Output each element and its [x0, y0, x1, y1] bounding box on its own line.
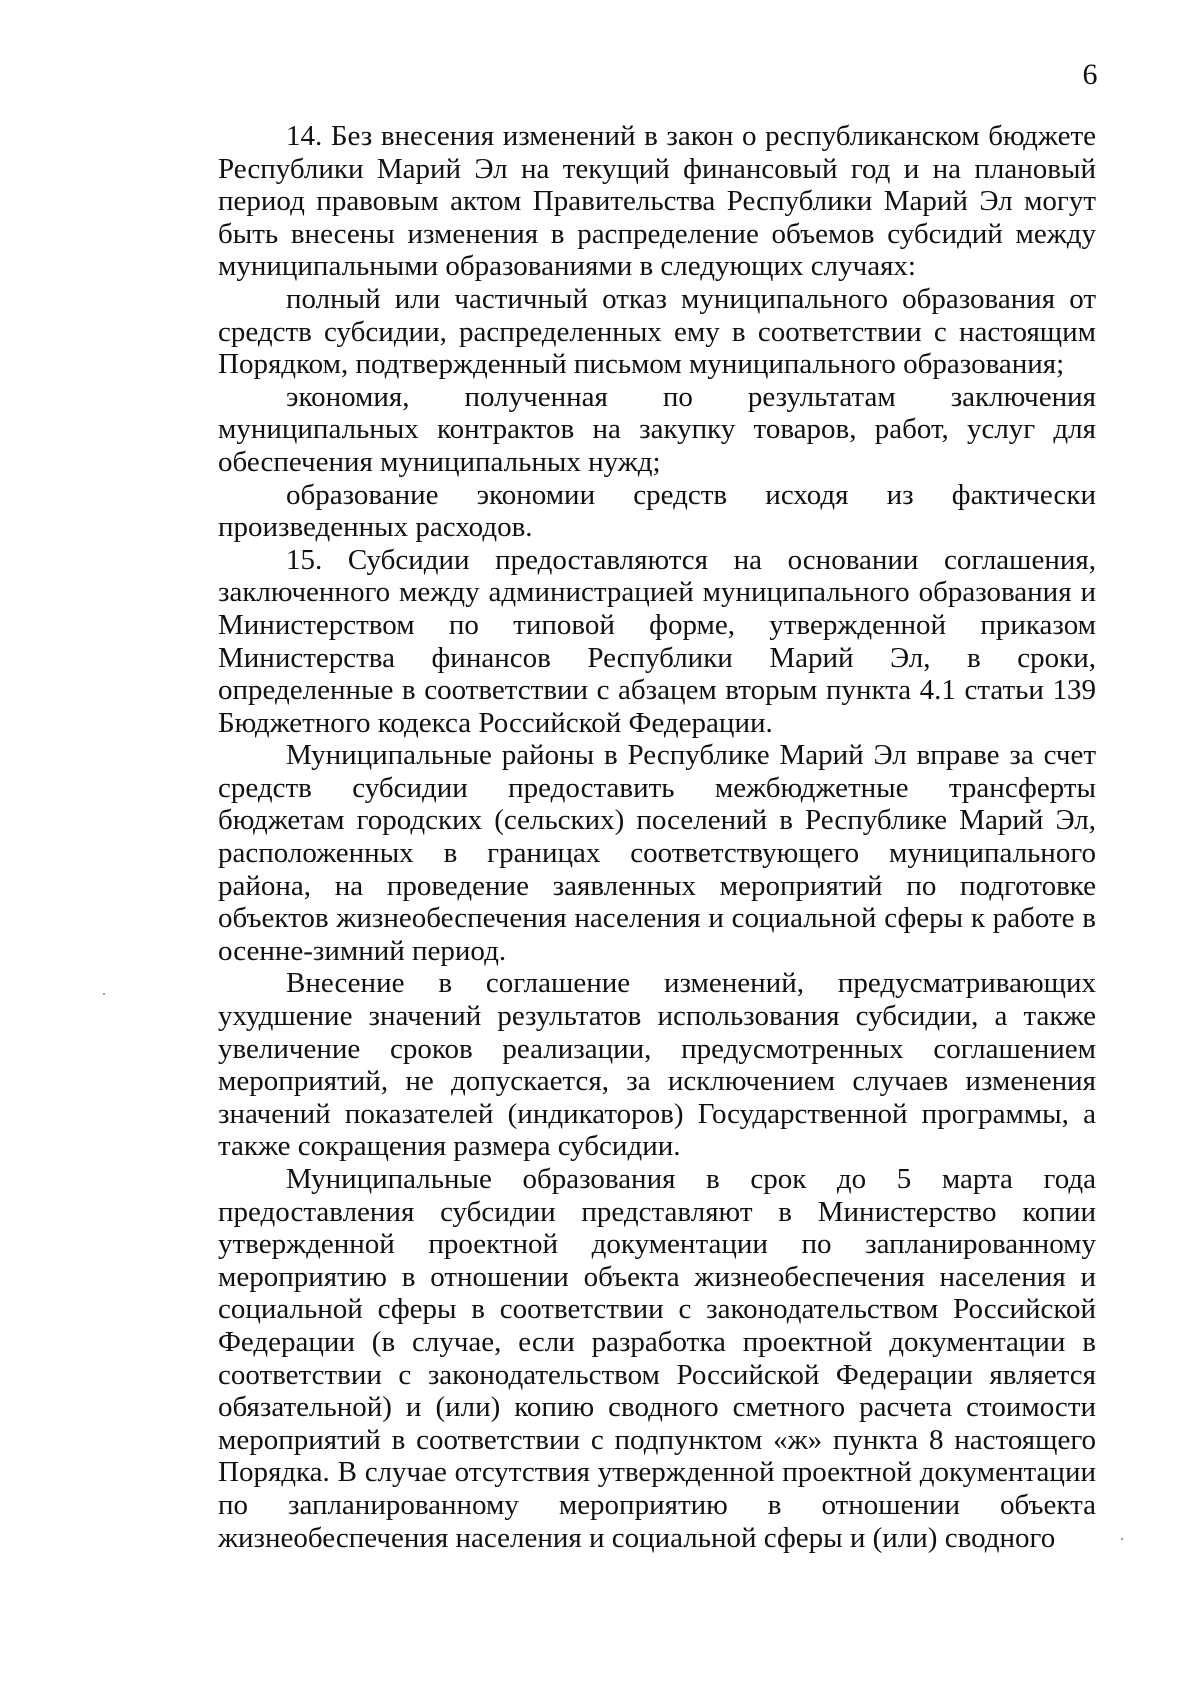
scan-speck — [103, 993, 105, 995]
document-body — [218, 120, 1096, 1554]
paragraph-14: 14. Без внесения изменений в закон о республиканском бюджете Республики Марий Эл на текущий финансовый год и на плановый период правовым актом Правительства Республики Марий Эл могут быть внесены изменения в распределение объемов субсидий между муниципальными образованиями в следующих случаях: — [218, 120, 1096, 283]
paragraph-15: 15. Субсидии предоставляются на основании соглашения, заключенного между администрацией муниципального образования и Министерством по типовой форме, утвержденной приказом Министерства финансов Республики Марий Эл, в сроки, определенные в соответствии с абзацем вторым пункта 4.1 статьи 139 Бюджетного кодекса Российской Федерации. — [218, 543, 1096, 739]
paragraph-agreement-changes: Внесение в соглашение изменений, предусматривающих ухудшение значений результатов использования субсидии, а также увеличение сроков реализации, предусмотренных соглашением мероприятий, не допускается, за исключением случаев изменения значений показателей (индикаторов) Государственной программы, а также сокращения размера субсидии. — [218, 967, 1096, 1163]
paragraph-savings-contracts: экономия, полученная по результатам заключения муниципальных контрактов на закупку товаров, работ, услуг для обеспечения муниципальных нужд; — [218, 380, 1096, 478]
paragraph-municipal-districts: Муниципальные районы в Республике Марий Эл вправе за счет средств субсидии предоставить межбюджетные трансферты бюджетам городских (сельских) поселений в Республике Марий Эл, расположенных в границах соответствующего муниципального района, на проведение заявленных мероприятий по подготовке объектов жизнеобеспечения населения и социальной сферы к работе в осенне-зимний период. — [218, 739, 1096, 967]
paragraph-project-documentation: Муниципальные образования в срок до 5 марта года предоставления субсидии представляют в Министерство копии утвержденной проектной документации по запланированному мероприятию в отношении объекта жизнеобеспечения населения и социальной сферы в соответствии с законодательством Российской Федерации (в случае, если разработка проектной документации в соответствии с законодательством Российской Федерации является обязательной) и (или) копию сводного сметного расчета стоимости мероприятий в соответствии с подпунктом «ж» пункта 8 настоящего Порядка. В случае отсутствия утвержденной проектной документации по запланированному мероприятию в отношении объекта жизнеобеспечения населения и социальной сферы и (или) сводного — [218, 1163, 1096, 1554]
paragraph-savings-actual: образование экономии средств исходя из фактически произведенных расходов. — [218, 478, 1096, 544]
paragraph-full-refusal: полный или частичный отказ муниципального образования от средств субсидии, распределенных ему в соответствии с настоящим Порядком, подтвержденный письмом муниципального образования; — [218, 282, 1096, 381]
scan-speck — [1121, 1538, 1123, 1540]
page-number: 6 — [1082, 58, 1098, 91]
